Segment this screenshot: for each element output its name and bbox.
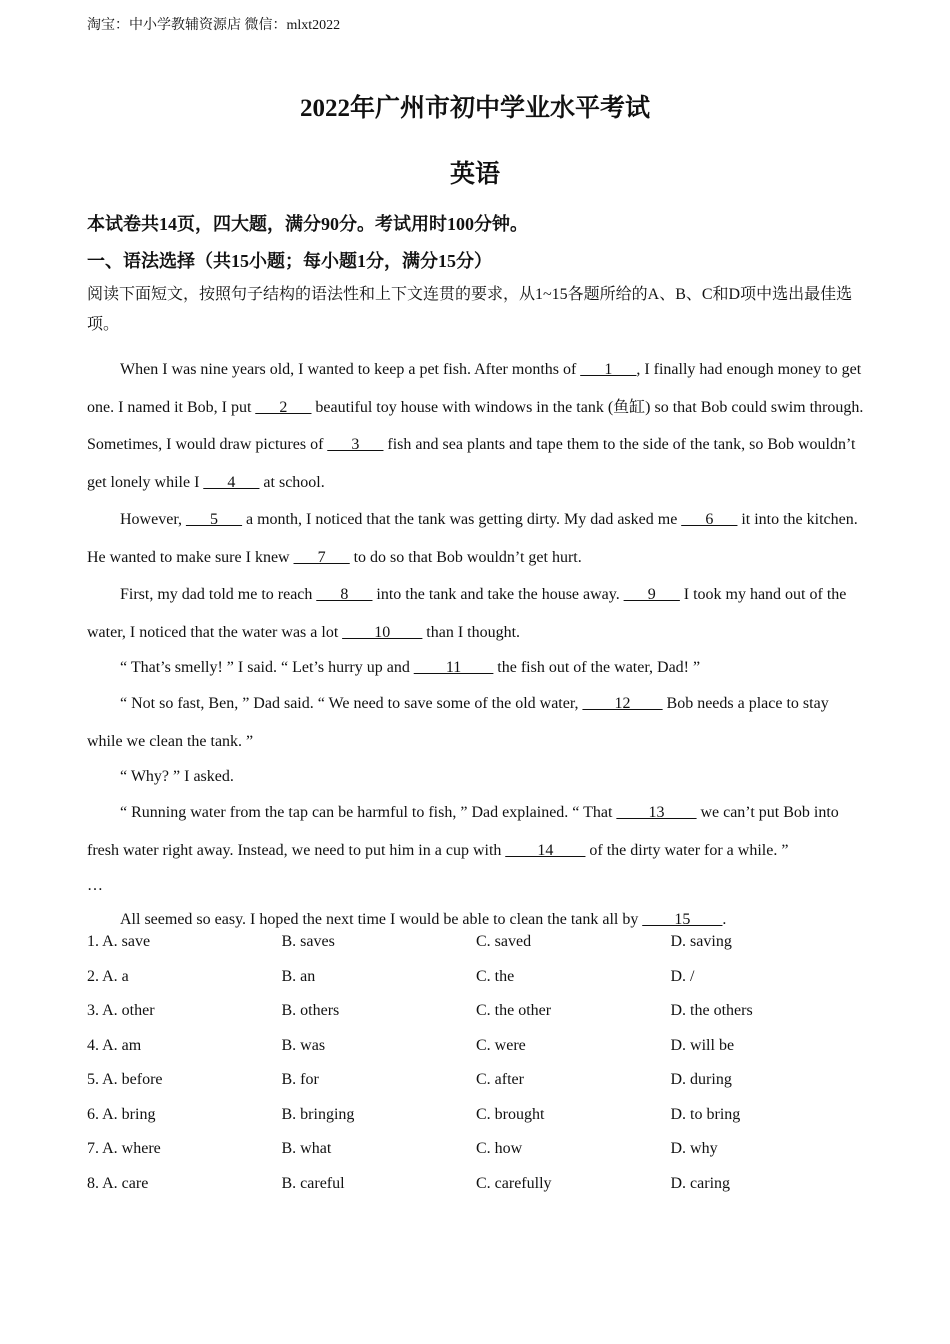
blank-10: ____10____ xyxy=(342,623,423,641)
passage-paragraph-4 xyxy=(87,651,867,685)
blank-2: ___2___ xyxy=(255,398,312,416)
text: fish and sea plants and tape them to the side of the tank, so Bob wouldn’t get lonely while I xyxy=(87,436,856,491)
blank-7: ___7___ xyxy=(293,548,350,566)
ellipsis: … xyxy=(87,877,103,894)
text: All seemed so easy. I hoped the next time I would be able to clean the tank all by xyxy=(120,911,643,928)
passage-paragraph-7 xyxy=(87,794,867,869)
option-a: 6. A. bring xyxy=(87,1105,156,1123)
answer-options xyxy=(87,925,867,1201)
option-b: B. what xyxy=(281,1140,332,1158)
option-c: C. how xyxy=(476,1140,523,1158)
option-b: B. for xyxy=(281,1071,319,1089)
option-c: C. carefully xyxy=(476,1174,552,1192)
text: “ Not so fast, Ben, ” Dad said. “ We need to save some of the old water, xyxy=(120,695,583,712)
option-b: B. bringing xyxy=(281,1105,355,1123)
question-4-options xyxy=(87,1029,867,1064)
option-d: D. / xyxy=(670,967,695,985)
passage-paragraph-6 xyxy=(87,760,867,794)
option-b: B. was xyxy=(281,1036,326,1054)
option-c: C. after xyxy=(476,1071,524,1089)
option-a: 3. A. other xyxy=(87,1002,155,1020)
option-c: C. were xyxy=(476,1036,526,1054)
text: However, xyxy=(120,511,186,528)
page-header: 淘宝：中小学教辅资源店 微信：mlxt2022 xyxy=(87,18,341,33)
question-5-options xyxy=(87,1063,867,1098)
blank-1: ___1___ xyxy=(580,361,637,378)
option-d: D. will be xyxy=(670,1036,735,1054)
blank-8: ___8___ xyxy=(316,586,373,603)
text: “ That’s smelly! ” I said. “ Let’s hurry up and xyxy=(120,659,414,676)
option-c: C. the xyxy=(476,967,515,985)
blank-9: ___9___ xyxy=(623,586,680,603)
blank-3: ___3___ xyxy=(327,436,384,453)
passage-paragraph-5 xyxy=(87,685,867,760)
passage xyxy=(87,351,867,937)
question-1-options xyxy=(87,925,867,960)
option-a: 7. A. where xyxy=(87,1140,161,1158)
option-b: B. saves xyxy=(281,933,335,951)
option-c: C. brought xyxy=(476,1105,545,1123)
subject-title: 英语 xyxy=(449,161,500,188)
option-b: B. others xyxy=(281,1002,340,1020)
question-7-options xyxy=(87,1132,867,1167)
text: to do so that Bob wouldn’t get hurt. xyxy=(349,548,582,566)
text: beautiful toy house with windows in the tank (鱼缸) so that Bob could swim through. Sometimes, I would draw pictures of xyxy=(87,398,864,453)
option-d: D. saving xyxy=(670,933,732,951)
blank-15: ____15____ xyxy=(642,911,723,928)
text: at school. xyxy=(259,473,325,491)
option-d: D. the others xyxy=(670,1002,753,1020)
text: “ Running water from the tap can be harmful to fish, ” Dad explained. “ That xyxy=(120,804,617,821)
text: First, my dad told me to reach xyxy=(120,586,317,603)
blank-6: ___6___ xyxy=(681,511,738,528)
exam-note: 本试卷共14页，四大题，满分90分。考试用时100分钟。 xyxy=(87,214,528,234)
blank-14: ____14____ xyxy=(505,841,586,859)
option-a: 5. A. before xyxy=(87,1071,163,1089)
blank-4: ___4___ xyxy=(203,473,260,491)
text: When I was nine years old, I wanted to keep a pet fish. After months of xyxy=(120,361,581,378)
text: a month, I noticed that the tank was getting dirty. My dad asked me xyxy=(242,511,682,528)
instructions: 阅读下面短文，按照句子结构的语法性和上下文连贯的要求，从1~15各题所给的A、B、C和D项中选出最佳选项。 xyxy=(87,286,853,333)
option-c: C. the other xyxy=(476,1002,552,1020)
option-a: 8. A. care xyxy=(87,1174,149,1192)
text: Bob needs a place to stay while we clean the tank. ” xyxy=(87,695,829,750)
question-2-options xyxy=(87,960,867,995)
option-a: 2. A. a xyxy=(87,967,129,985)
text: . xyxy=(722,911,727,928)
text: , I finally had enough money to get one. I named it Bob, I put xyxy=(87,361,862,416)
text: than I thought. xyxy=(422,623,521,641)
text: it into the kitchen. He wanted to make sure I knew xyxy=(87,511,858,566)
text: I took my hand out of the water, I noticed that the water was a lot xyxy=(87,586,847,641)
option-a: 1. A. save xyxy=(87,933,151,951)
option-d: D. during xyxy=(670,1071,732,1089)
exam-title: 2022年广州市初中学业水平考试 xyxy=(299,95,650,122)
passage-paragraph-3 xyxy=(87,576,867,651)
option-d: D. to bring xyxy=(670,1105,741,1123)
option-d: D. caring xyxy=(670,1174,731,1192)
blank-13: ____13____ xyxy=(616,804,697,821)
text: of the dirty water for a while. ” xyxy=(585,841,789,859)
question-8-options xyxy=(87,1167,867,1202)
option-d: D. why xyxy=(670,1140,718,1158)
question-3-options xyxy=(87,994,867,1029)
text: “ Why? ” I asked. xyxy=(120,768,234,785)
question-6-options xyxy=(87,1098,867,1133)
option-b: B. careful xyxy=(281,1174,345,1192)
passage-paragraph-2 xyxy=(87,501,867,576)
option-a: 4. A. am xyxy=(87,1036,142,1054)
option-c: C. saved xyxy=(476,933,532,951)
text: we can’t put Bob into fresh water right away. Instead, we need to put him in a cup with xyxy=(87,804,839,859)
text: the fish out of the water, Dad! ” xyxy=(493,659,701,676)
section-heading: 一、语法选择（共15小题；每小题1分，满分15分） xyxy=(87,251,492,271)
passage-paragraph-1 xyxy=(87,351,867,501)
blank-5: ___5___ xyxy=(186,511,242,528)
blank-11: ____11____ xyxy=(413,659,494,676)
blank-12: ____12____ xyxy=(582,695,663,712)
text: into the tank and take the house away. xyxy=(372,586,624,603)
option-b: B. an xyxy=(281,967,316,985)
